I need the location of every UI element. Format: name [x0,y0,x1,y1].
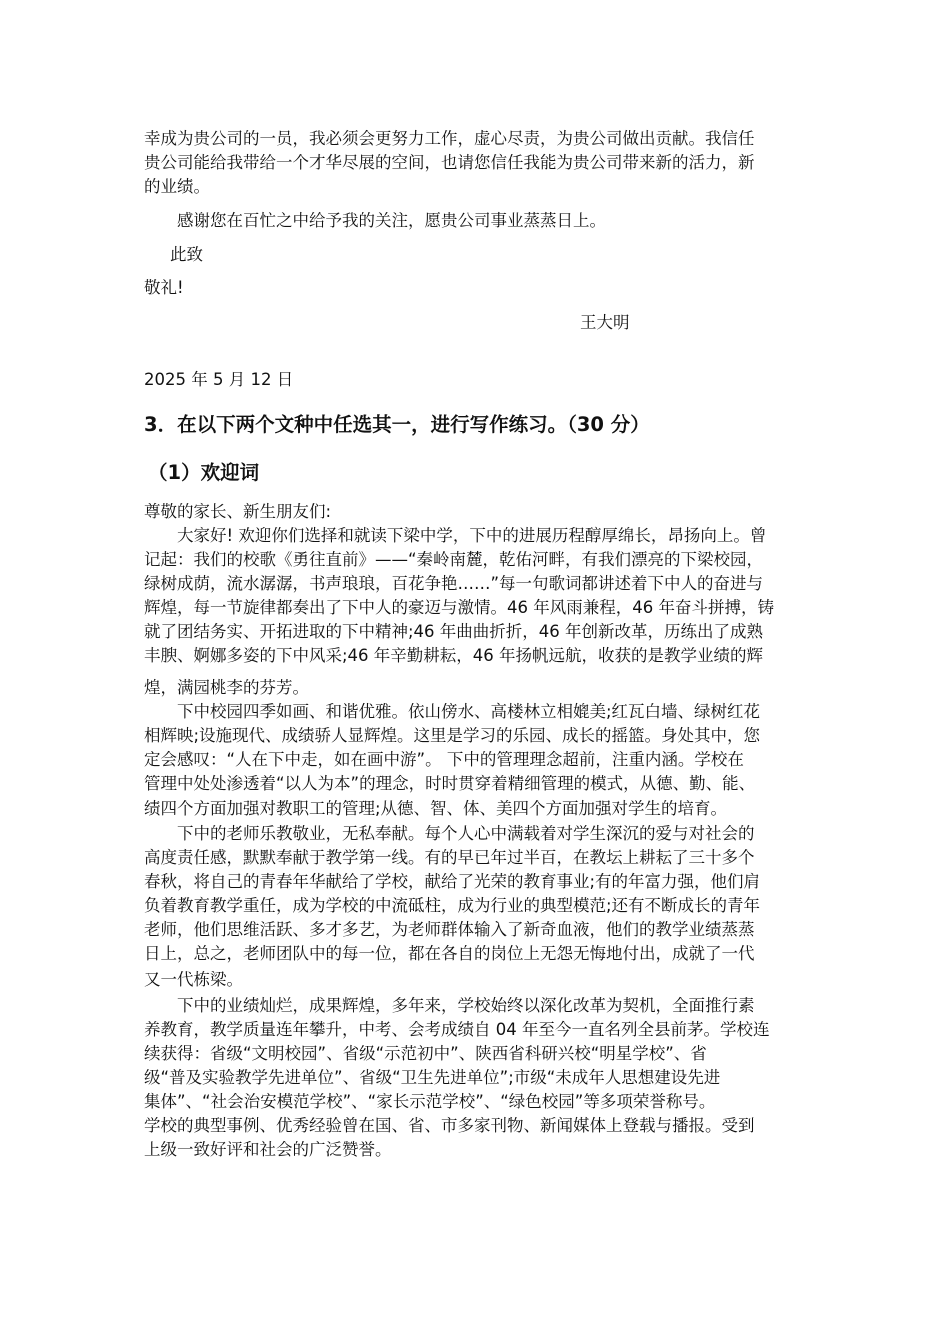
letter-line: 贵公司能给我带给一个才华尽展的空间，也请您信任我能为贵公司带来新的活力，新 [144,153,755,172]
paragraph-line: 大家好! 欢迎你们选择和就读下梁中学，下中的进展历程醇厚绵长，昂扬向上。曾 [177,526,767,545]
letter-cizhi: 此致 [170,245,203,264]
paragraph-line: 级“普及实验教学先进单位”、省级“卫生先进单位”;市级“未成年人思想建设先进 [144,1068,721,1087]
paragraph-line: 煌，满园桃李的芬芳。 [144,678,309,697]
letter-date: 2025 年 5 月 12 日 [144,370,294,389]
letter-line: 的业绩。 [144,177,210,196]
letter-jingli: 敬礼! [144,278,184,297]
paragraph-line: 负着教育教学重任，成为学校的中流砥柱，成为行业的典型模范;还有不断成长的青年 [144,896,761,915]
paragraph-line: 绩四个方面加强对教职工的管理;从德、智、体、美四个方面加强对学生的培育。 [144,799,728,818]
paragraph-line: 集体”、“社会治安模范学校”、“家长示范学校”、“绿色校园”等多项荣誉称号。 [144,1092,716,1111]
paragraph-line: 上级一致好评和社会的广泛赞誉。 [144,1140,392,1159]
paragraph-line: 记起：我们的校歌《勇往直前》——“秦岭南麓，乾佑河畔，有我们漂亮的下梁校园， [144,550,764,569]
paragraph-line: 下中的业绩灿烂，成果辉煌，多年来，学校始终以深化改革为契机，全面推行素 [177,996,755,1015]
paragraph-line: 相辉映;设施现代、成绩骄人显辉煌。这里是学习的乐园、成长的摇篮。身处其中，您 [144,726,761,745]
paragraph-line: 下中的老师乐教敬业，无私奉献。每个人心中满载着对学生深沉的爱与对社会的 [177,824,755,843]
paragraph-line: 就了团结务实、开拓进取的下中精神;46 年曲曲折折，46 年创新改革，历练出了成熟 [144,622,764,641]
letter-thanks: 感谢您在百忙之中给予我的关注，愿贵公司事业蒸蒸日上。 [177,211,606,230]
section-subheading: （1）欢迎词 [148,461,260,484]
paragraph-line: 老师，他们思维活跃、多才多艺，为老师群体输入了新奇血液，他们的教学业绩蒸蒸 [144,920,755,939]
paragraph-line: 学校的典型事例、优秀经验曾在国、省、市多家刊物、新闻媒体上登载与播报。受到 [144,1116,755,1135]
paragraph-line: 续获得：省级“文明校园”、省级“示范初中”、陕西省科研兴校“明星学校”、省 [144,1044,707,1063]
paragraph-line: 高度责任感，默默奉献于教学第一线。有的早已年过半百，在教坛上耕耘了三十多个 [144,848,755,867]
letter-signature: 王大明 [580,313,630,332]
paragraph-line: 养教育，教学质量连年攀升，中考、会考成绩自 04 年至今一直名列全县前茅。学校连 [144,1020,770,1039]
paragraph-line: 下中校园四季如画、和谐优雅。依山傍水、高楼林立相媲美;红瓦白墙、绿树红花 [177,702,761,721]
greeting: 尊敬的家长、新生朋友们: [144,502,332,521]
paragraph-line: 丰腴、婀娜多姿的下中风采;46 年辛勤耕耘，46 年扬帆远航，收获的是教学业绩的辉 [144,646,764,665]
paragraph-line: 辉煌，每一节旋律都奏出了下中人的豪迈与激情。46 年风雨兼程，46 年奋斗拼搏，铸 [144,598,774,617]
paragraph-line: 日上，总之，老师团队中的每一位，都在各自的岗位上无怨无悔地付出，成就了一代 [144,944,755,963]
paragraph-line: 定会感叹：“人在下中走，如在画中游”。 下中的管理理念超前，注重内涵。学校在 [144,750,744,769]
section-heading: 3．在以下两个文种中任选其一，进行写作练习。（30 分） [144,413,650,436]
paragraph-line: 管理中处处渗透着“以人为本”的理念，时时贯穿着精细管理的模式，从德、勤、能、 [144,774,756,793]
letter-line: 幸成为贵公司的一员，我必须会更努力工作，虚心尽责，为贵公司做出贡献。我信任 [144,129,755,148]
paragraph-line: 春秋，将自己的青春年华献给了学校，献给了光荣的教育事业;有的年富力强，他们肩 [144,872,761,891]
paragraph-line: 绿树成荫，流水潺潺，书声琅琅，百花争艳……”每一句歌词都讲述着下中人的奋进与 [144,574,764,593]
paragraph-line: 又一代栋梁。 [144,970,243,989]
